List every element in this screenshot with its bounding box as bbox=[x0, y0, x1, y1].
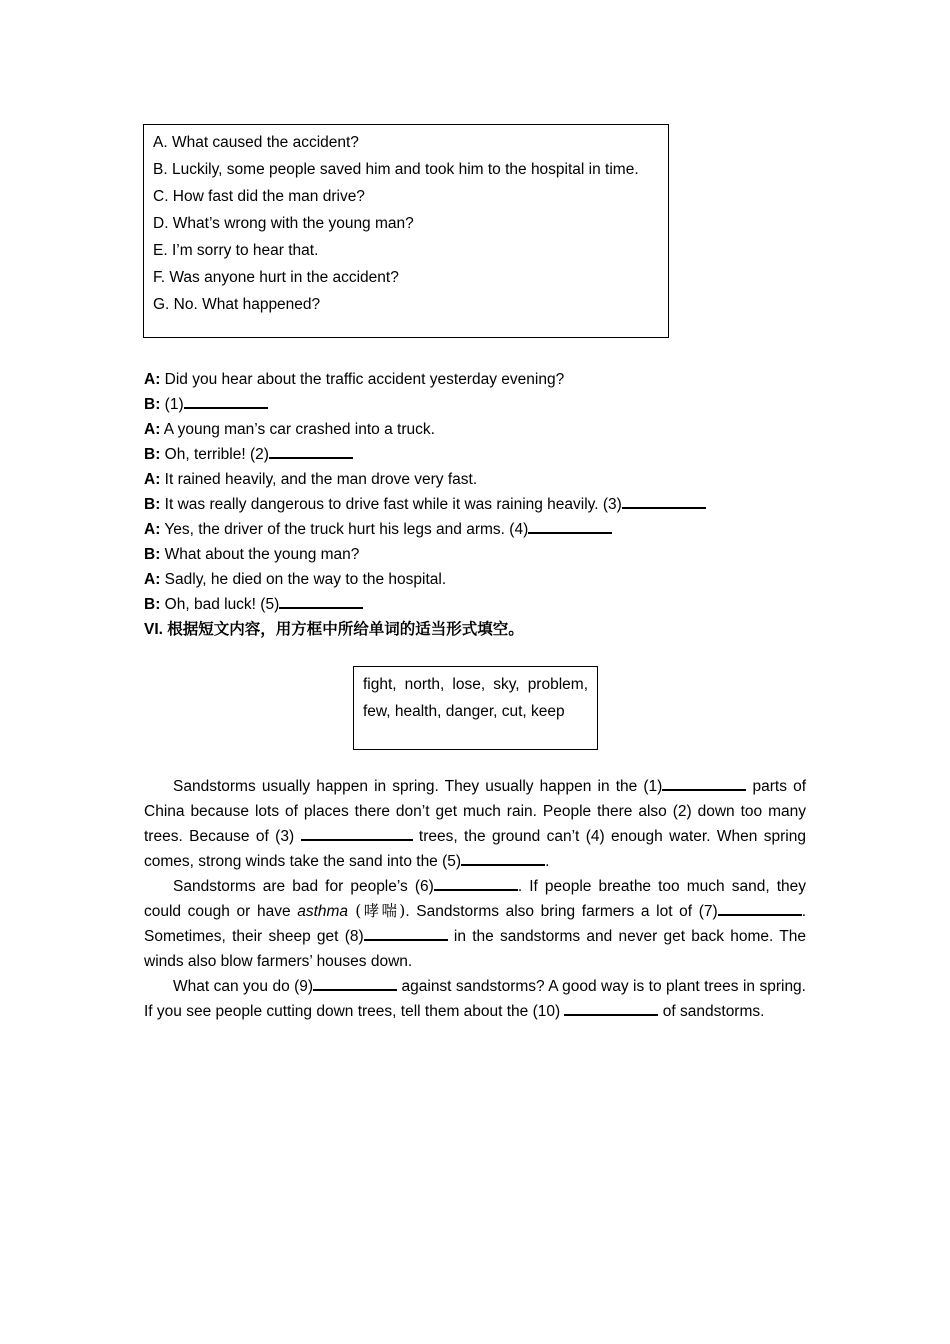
section-heading bbox=[144, 617, 824, 642]
paragraph-2 bbox=[144, 874, 806, 974]
options-box bbox=[143, 124, 669, 338]
line-text: (1) bbox=[160, 396, 184, 413]
answer-blank-4[interactable] bbox=[528, 518, 612, 534]
speaker: A: bbox=[144, 471, 161, 488]
option-b: B. Luckily, some people saved him and took him to the hospital in time. bbox=[153, 161, 639, 178]
passage-text: parts of China because lots of places there don’t get much rain. People there also (2) down too many trees. Because of (3) bbox=[144, 778, 807, 845]
option-f: F. Was anyone hurt in the accident? bbox=[153, 269, 399, 286]
speaker: B: bbox=[144, 496, 161, 513]
dialogue-line bbox=[144, 492, 824, 517]
line-text: A young man’s car crashed into a truck. bbox=[160, 421, 435, 438]
speaker: B: bbox=[144, 596, 161, 613]
passage-text: of sandstorms. bbox=[658, 1003, 765, 1020]
speaker: B: bbox=[144, 396, 161, 413]
passage-blank-10[interactable] bbox=[564, 1000, 658, 1016]
passage-blank-1[interactable] bbox=[662, 775, 746, 791]
dialogue bbox=[144, 367, 824, 642]
word-bank: fight, north, lose, sky, problem, few, health, danger, cut, keep bbox=[363, 676, 588, 720]
paragraph-3 bbox=[144, 974, 806, 1024]
passage-text: trees, the ground can’t (4) enough water. When spring comes, strong winds take the sand into the (5) bbox=[144, 828, 806, 870]
dialogue-line bbox=[144, 392, 824, 417]
asthma-word: asthma bbox=[297, 903, 349, 920]
dialogue-line bbox=[144, 592, 824, 617]
dialogue-line bbox=[144, 517, 824, 542]
speaker: A: bbox=[144, 521, 161, 538]
passage bbox=[144, 774, 806, 1024]
passage-text: . Sometimes, their sheep get (8) bbox=[144, 903, 806, 945]
line-text: It was really dangerous to drive fast while it was raining heavily. (3) bbox=[160, 496, 622, 513]
paragraph-1 bbox=[144, 774, 806, 874]
passage-text: . If people breathe too much sand, they could cough or have bbox=[144, 878, 806, 920]
dialogue-line bbox=[144, 542, 824, 567]
option-d: D. What’s wrong with the young man? bbox=[153, 215, 414, 232]
dialogue-line bbox=[144, 567, 824, 592]
speaker: A: bbox=[144, 571, 161, 588]
line-text: Yes, the driver of the truck hurt his legs and arms. (4) bbox=[160, 521, 529, 538]
passage-text: Sandstorms are bad for people’s (6) bbox=[173, 878, 434, 895]
speaker: B: bbox=[144, 446, 161, 463]
passage-text: . bbox=[545, 853, 550, 870]
line-text: Did you hear about the traffic accident yesterday evening? bbox=[160, 371, 565, 388]
speaker: A: bbox=[144, 421, 161, 438]
option-e: E. I’m sorry to hear that. bbox=[153, 242, 319, 259]
answer-blank-1[interactable] bbox=[184, 393, 268, 409]
answer-blank-3[interactable] bbox=[622, 493, 706, 509]
option-c: C. How fast did the man drive? bbox=[153, 188, 365, 205]
passage-blank-3[interactable] bbox=[301, 825, 413, 841]
word-bank-box bbox=[353, 666, 598, 750]
dialogue-line bbox=[144, 417, 824, 442]
line-text: It rained heavily, and the man drove very fast. bbox=[160, 471, 478, 488]
line-text: Sadly, he died on the way to the hospital. bbox=[160, 571, 447, 588]
line-text: Oh, bad luck! (5) bbox=[160, 596, 280, 613]
passage-blank-6[interactable] bbox=[434, 875, 518, 891]
passage-blank-8[interactable] bbox=[364, 925, 448, 941]
passage-blank-7[interactable] bbox=[718, 900, 802, 916]
passage-text: in the sandstorms and never get back home. The winds also blow farmers’ houses down. bbox=[144, 928, 806, 970]
answer-blank-5[interactable] bbox=[279, 593, 363, 609]
passage-blank-5[interactable] bbox=[461, 850, 545, 866]
speaker: A: bbox=[144, 371, 161, 388]
section-number: VI. bbox=[144, 621, 163, 638]
answer-blank-2[interactable] bbox=[269, 443, 353, 459]
passage-text: against sandstorms? A good way is to plant trees in spring. If you see people cutting down trees, tell them about the (10) bbox=[144, 978, 806, 1020]
option-g: G. No. What happened? bbox=[153, 296, 321, 313]
section-instruction: 根据短文内容，用方框中所给单词的适当形式填空。 bbox=[167, 620, 524, 638]
passage-text: . Sandstorms also bring farmers a lot of (7) bbox=[405, 903, 718, 920]
option-a: A. What caused the accident? bbox=[153, 134, 359, 151]
speaker: B: bbox=[144, 546, 161, 563]
passage-text: Sandstorms usually happen in spring. They usually happen in the (1) bbox=[173, 778, 663, 795]
line-text: Oh, terrible! (2) bbox=[160, 446, 269, 463]
dialogue-line bbox=[144, 442, 824, 467]
passage-blank-9[interactable] bbox=[313, 975, 397, 991]
chinese-gloss: (哮喘) bbox=[348, 902, 406, 920]
dialogue-line bbox=[144, 467, 824, 492]
dialogue-line bbox=[144, 367, 824, 392]
passage-text: What can you do (9) bbox=[173, 978, 314, 995]
line-text: What about the young man? bbox=[160, 546, 360, 563]
